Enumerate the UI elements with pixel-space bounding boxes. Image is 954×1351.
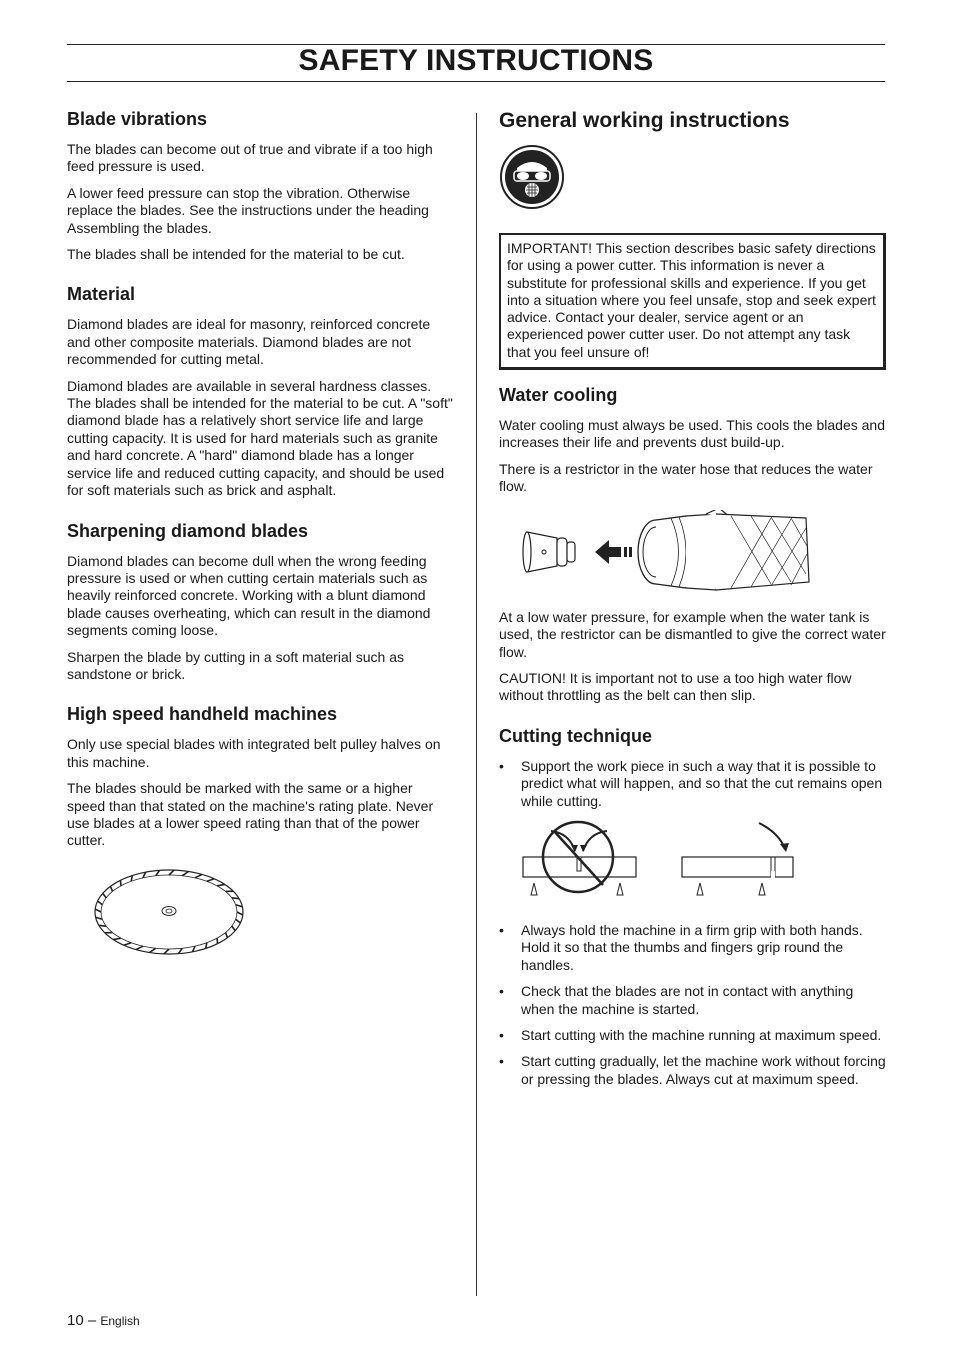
section-cutting-technique xyxy=(499,725,886,1088)
list-item xyxy=(499,1027,886,1044)
paragraph: There is a restrictor in the water hose that reduces the water flow. xyxy=(499,460,873,495)
water-restrictor-illustration xyxy=(521,510,886,597)
list-item xyxy=(499,922,886,974)
list-item-text: Start cutting gradually, let the machine work without forcing or pressing the blades. Always cut at maximum speed. xyxy=(521,1053,886,1087)
important-notice-text: IMPORTANT! This section describes basic safety directions for using a power cutter. This information is never a substitute for professional skills and experience. If you get into a situation where you feel unsafe, stop and seek expert advice. Contact your dealer, service agent or an experienced power cutter user. Do not attempt any task that you feel unsure of! xyxy=(507,240,876,360)
bullet-icon: • xyxy=(499,983,504,1000)
bullet-icon: • xyxy=(499,921,504,938)
heading-general-working: General working instructions xyxy=(499,109,790,132)
paragraph: Diamond blades are available in several hardness classes. The blades shall be intended for the material to be cut. A "soft" diamond blade has a relatively short service life and large cutting capacity. It is used for hard materials such as granite and hard concrete. A "hard" diamond blade has a longer service life and reduced cutting capacity, and should be used for soft materials such as brick and asphalt. xyxy=(67,377,453,499)
paragraph: The blades shall be intended for the material to be cut. xyxy=(67,246,405,263)
heading-sharpening: Sharpening diamond blades xyxy=(67,520,309,541)
section-blade-vibrations xyxy=(67,108,453,263)
column-divider xyxy=(476,113,477,1296)
bullet-icon: • xyxy=(499,1026,504,1043)
protective-mask-icon xyxy=(499,144,565,210)
cutting-bullet-list-2 xyxy=(499,922,886,1088)
right-column xyxy=(499,108,886,1108)
paragraph: At a low water pressure, for example when the water tank is used, the restrictor can be dismantled to give the correct water flow. xyxy=(499,608,886,660)
diamond-blade-illustration xyxy=(89,864,453,965)
page-footer xyxy=(67,1312,140,1329)
section-material xyxy=(67,283,453,499)
heading-water-cooling: Water cooling xyxy=(499,385,618,406)
section-sharpening xyxy=(67,520,453,684)
left-column xyxy=(67,108,453,965)
header-rule-bottom xyxy=(67,81,885,82)
cutting-support-illustration xyxy=(521,819,886,908)
water-hose-restrictor-icon xyxy=(521,510,811,592)
paragraph: Sharpen the blade by cutting in a soft material such as sandstone or brick. xyxy=(67,648,404,682)
list-item xyxy=(499,983,886,1018)
paragraph: Diamond blades are ideal for masonry, reinforced concrete and other composite materials. Diamond blades are not recommended for cutting metal. xyxy=(67,316,431,368)
paragraph: Only use special blades with integrated belt pulley halves on this machine. xyxy=(67,736,441,770)
bullet-icon: • xyxy=(499,1053,504,1070)
list-item-text: Support the work piece in such a way that it is possible to predict what will happen, and so that the cut remains open while cutting. xyxy=(521,757,883,809)
list-item-text: Start cutting with the machine running at maximum speed. xyxy=(521,1026,882,1043)
page-title: SAFETY INSTRUCTIONS xyxy=(298,44,654,77)
list-item-text: Always hold the machine in a firm grip with both hands. Hold it so that the thumbs and fingers grip round the handles. xyxy=(521,921,863,973)
cutting-bullet-list xyxy=(499,758,886,810)
important-notice-box xyxy=(499,233,886,370)
paragraph: Diamond blades can become dull when the wrong feeding pressure is used or when cutting certain materials such as heavily reinforced concrete. Working with a blunt diamond blade causes overheating, which can result in the diamond segments coming loose. xyxy=(67,552,431,639)
list-item xyxy=(499,1053,886,1088)
section-water-cooling xyxy=(499,384,886,705)
heading-blade-vibrations: Blade vibrations xyxy=(67,109,208,129)
diamond-blade-icon xyxy=(89,864,249,960)
language-label: English xyxy=(100,1314,140,1328)
list-item xyxy=(499,758,886,810)
paragraph: Water cooling must always be used. This cools the blades and increases their life and prevents dust build-up. xyxy=(499,417,885,451)
page-number: 10 – xyxy=(67,1312,97,1329)
heading-high-speed: High speed handheld machines xyxy=(67,704,338,725)
list-item-text: Check that the blades are not in contact with anything when the machine is started. xyxy=(521,983,854,1017)
paragraph: CAUTION! It is important not to use a too high water flow without throttling as the belt can then slip. xyxy=(499,669,852,704)
heading-cutting-technique: Cutting technique xyxy=(499,725,652,746)
section-high-speed xyxy=(67,703,453,849)
paragraph: The blades should be marked with the same or a higher speed than that stated on the machine's rating plate. Never use blades at a lower speed rating than that of the power cutter. xyxy=(67,780,434,849)
protective-equipment-symbol xyxy=(499,144,886,215)
cut-support-diagram-icon xyxy=(521,819,801,903)
heading-material: Material xyxy=(67,284,136,305)
bullet-icon: • xyxy=(499,757,504,774)
paragraph: The blades can become out of true and vibrate if a too high feed pressure is used. xyxy=(67,141,433,175)
paragraph: A lower feed pressure can stop the vibration. Otherwise replace the blades. See the instructions under the heading Assembling the blades. xyxy=(67,184,429,236)
